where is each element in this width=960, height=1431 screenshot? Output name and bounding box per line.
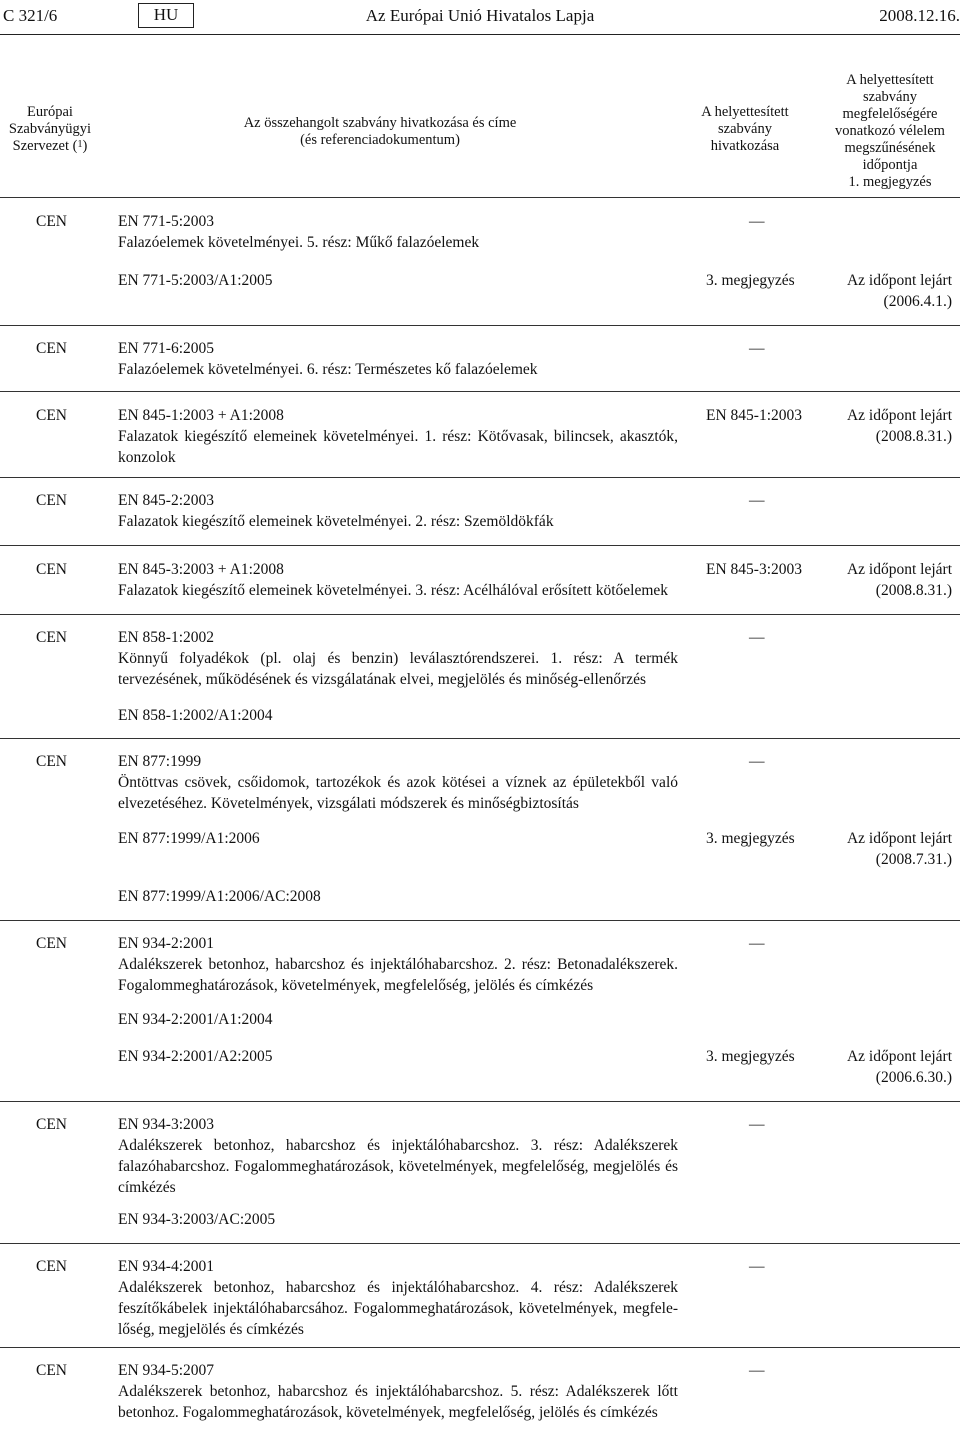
col-header-date: A helyettesített szabvány megfelelőségére vonatkozó vélelem megszűnésének időpontja 1. megjegyzés [835, 72, 945, 190]
row-separator [0, 1347, 960, 1348]
col-header-superseded: A helyettesített szabvány hivatkozása [701, 104, 789, 154]
superseded-ref: — [749, 1116, 765, 1133]
amendment-note: 3. megjegyzés [706, 1048, 795, 1065]
standard-ref: EN 845-2:2003 [118, 492, 215, 509]
org-cell: CEN [36, 1258, 67, 1275]
standard-title: Könnyű folyadékok (pl. olaj és benzin) leválasztórendszerei. 1. rész: A termék tervezésének, működésének és vizsgálatának elvei, megjelölés és minőség-ellenőrzés [118, 650, 678, 688]
row-separator [0, 738, 960, 739]
org-cell: CEN [36, 213, 67, 230]
standard-ref: EN 771-6:2005 [118, 340, 215, 357]
org-cell: CEN [36, 492, 67, 509]
standard-ref: EN 934-5:2007 [118, 1362, 215, 1379]
standard-ref: EN 771-5:2003 [118, 213, 215, 230]
row-separator [0, 614, 960, 615]
amendment-ref: EN 934-3:2003/AC:2005 [118, 1211, 276, 1228]
standard-title: Adalékszerek betonhoz, habarcshoz és injektálóhabarcshoz. 5. rész: Adalékszerek lőtt betonhoz. Fogalommeghatározások, követelmények, megfelelőség, jelölés és címkézés [118, 1383, 678, 1421]
row-separator [0, 391, 960, 392]
amendment-ref: EN 771-5:2003/A1:2005 [118, 272, 273, 289]
standard-title: Adalékszerek betonhoz, habarcshoz és injektálóhabarcshoz. 2. rész: Betonadalékszerek. Fogalommeghatározások, követelmények, megfelelőség, jelölés és címkézés [118, 956, 678, 994]
row-separator [0, 1101, 960, 1102]
journal-title: Az Európai Unió Hivatalos Lapja [365, 6, 595, 25]
cessation-date-value: (2008.7.31.) [875, 851, 952, 868]
standard-title: Adalékszerek betonhoz, habarcshoz és injektálóhabarcshoz. 4. rész: Adalékszerek feszítőkábelek injektálóhabarcsához. Fogalommeghatározások, követelmények, megfele-lőség, megjelölés és címkézés [118, 1279, 678, 1338]
amendment-ref: EN 877:1999/A1:2006 [118, 830, 260, 847]
cessation-date: Az időpont lejárt [846, 407, 952, 424]
page-number: C 321/6 [3, 6, 58, 25]
org-cell: CEN [36, 629, 67, 646]
cessation-date-value: (2008.8.31.) [875, 428, 952, 445]
amendment-ref: EN 877:1999/A1:2006/AC:2008 [118, 888, 321, 905]
org-cell: CEN [36, 1116, 67, 1133]
row-separator [0, 1243, 960, 1244]
row-separator [0, 477, 960, 478]
amendment-ref: EN 934-2:2001/A2:2005 [118, 1048, 273, 1065]
standard-title: Falazóelemek követelményei. 5. rész: Műkő falazóelemek [118, 234, 480, 251]
cessation-date-value: (2006.6.30.) [875, 1069, 952, 1086]
standard-title: Falazatok kiegészítő elemeinek követelményei. 1. rész: Kötővasak, bilincsek, akasztók, konzolok [118, 428, 678, 466]
org-cell: CEN [36, 753, 67, 770]
org-cell: CEN [36, 561, 67, 578]
standard-ref: EN 934-3:2003 [118, 1116, 215, 1133]
org-cell: CEN [36, 1362, 67, 1379]
org-cell: CEN [36, 340, 67, 357]
standard-ref: EN 934-4:2001 [118, 1258, 215, 1275]
cessation-date: Az időpont lejárt [846, 561, 952, 578]
superseded-ref: — [749, 629, 765, 646]
standard-ref: EN 858-1:2002 [118, 629, 215, 646]
superseded-ref: — [749, 492, 765, 509]
cessation-date: Az időpont lejárt [846, 272, 952, 289]
standard-ref: EN 845-3:2003 + A1:2008 [118, 561, 284, 578]
cessation-date: Az időpont lejárt [846, 830, 952, 847]
superseded-ref: — [749, 1258, 765, 1275]
row-separator [0, 197, 960, 198]
row-separator [0, 325, 960, 326]
standard-ref: EN 877:1999 [118, 753, 202, 770]
standard-title: Falazatok kiegészítő elemeinek követelményei. 2. rész: Szemöldökfák [118, 513, 554, 530]
col-header-standard: Az összehangolt szabvány hivatkozása és címe (és referenciadokumentum) [243, 115, 517, 148]
superseded-ref: EN 845-3:2003 [706, 561, 803, 578]
superseded-ref: — [749, 1362, 765, 1379]
standard-title: Adalékszerek betonhoz, habarcshoz és injektálóhabarcshoz. 3. rész: Adalékszerek falazóhabarcshoz. Fogalommeghatározások, követelmények, megfelelőség, megjelölés és címkézés [118, 1137, 678, 1196]
standard-title: Falazatok kiegészítő elemeinek követelményei. 3. rész: Acélhálóval erősített kötőelemek [118, 582, 669, 599]
standard-title: Öntöttvas csövek, csőidomok, tartozékok és azok kötései a víznek az épületekből való elvezetéséhez. Követelmények, vizsgálati módszerek és minőségbiztosítás [118, 774, 678, 812]
amendment-note: 3. megjegyzés [706, 272, 795, 289]
superseded-ref: — [749, 753, 765, 770]
superseded-ref: — [749, 935, 765, 952]
row-separator [0, 545, 960, 546]
superseded-ref: — [749, 340, 765, 357]
amendment-ref: EN 858-1:2002/A1:2004 [118, 707, 273, 724]
cessation-date: Az időpont lejárt [846, 1048, 952, 1065]
language-box: HU [138, 3, 194, 28]
standard-ref: EN 934-2:2001 [118, 935, 215, 952]
superseded-ref: — [749, 213, 765, 230]
standard-ref: EN 845-1:2003 + A1:2008 [118, 407, 284, 424]
cessation-date-value: (2006.4.1.) [883, 293, 952, 310]
cessation-date-value: (2008.8.31.) [875, 582, 952, 599]
col-header-org: Európai Szabványügyi Szervezet ($^1$) [8, 104, 92, 154]
superseded-ref: EN 845-1:2003 [706, 407, 803, 424]
amendment-ref: EN 934-2:2001/A1:2004 [118, 1011, 273, 1028]
org-cell: CEN [36, 935, 67, 952]
org-cell: CEN [36, 407, 67, 424]
page-header [0, 0, 960, 35]
issue-date: 2008.12.16. [879, 6, 960, 25]
row-separator [0, 920, 960, 921]
amendment-note: 3. megjegyzés [706, 830, 795, 847]
standard-title: Falazóelemek követelményei. 6. rész: Természetes kő falazóelemek [118, 361, 538, 378]
